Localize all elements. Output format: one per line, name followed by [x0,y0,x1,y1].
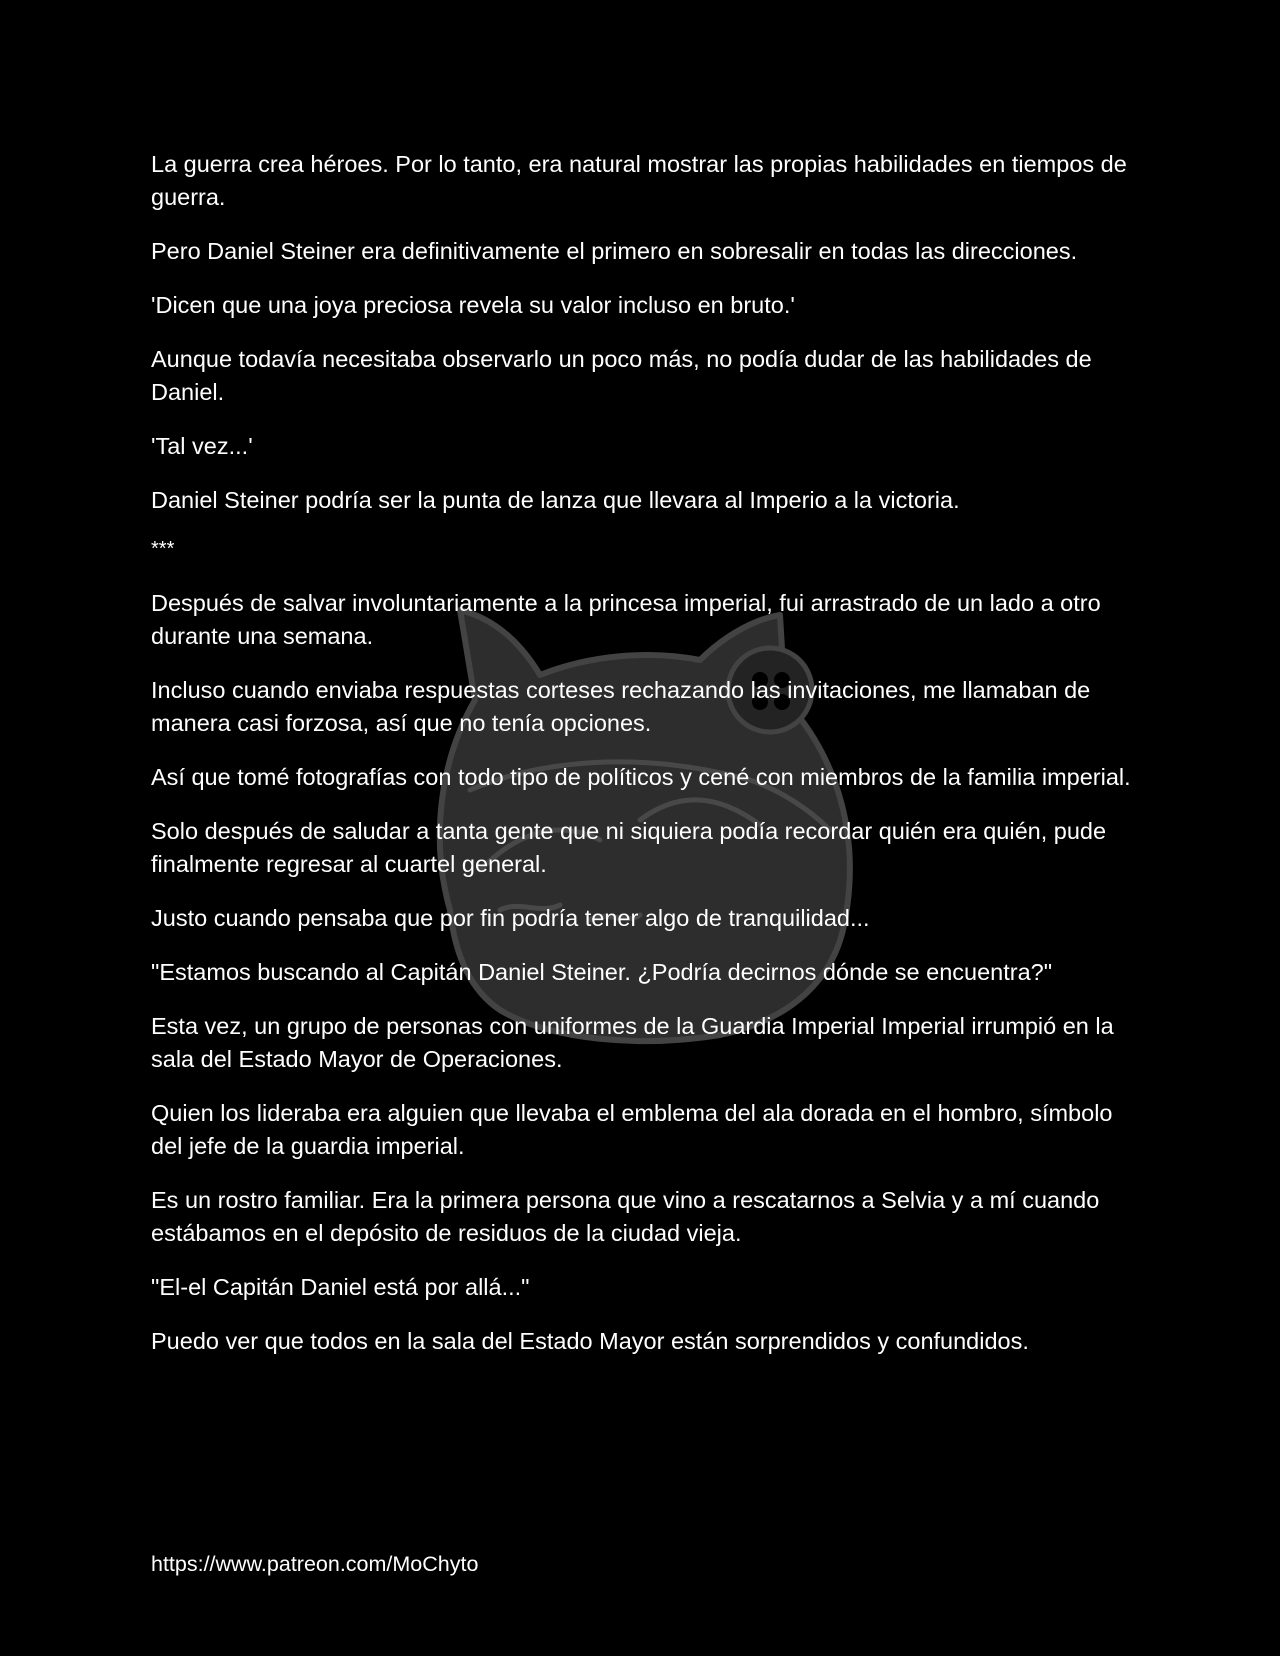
paragraph: Esta vez, un grupo de personas con uniformes de la Guardia Imperial Imperial irrumpió en la sala del Estado Mayor de Operaciones. [151,1013,1114,1072]
document-body [151,148,1136,1379]
paragraph: Pero Daniel Steiner era definitivamente el primero en sobresalir en todas las direcciones. [151,238,1078,264]
paragraph: 'Dicen que una joya preciosa revela su valor incluso en bruto.' [151,292,795,318]
patreon-link[interactable]: https://www.patreon.com/MoChyto [151,1552,479,1576]
paragraph: Así que tomé fotografías con todo tipo de políticos y cené con miembros de la familia imperial. [151,764,1131,790]
section-separator: *** [151,538,175,560]
paragraph: Puedo ver que todos en la sala del Estado Mayor están sorprendidos y confundidos. [151,1328,1029,1354]
paragraph: Es un rostro familiar. Era la primera persona que vino a rescatarnos a Selvia y a mí cuando estábamos en el depósito de residuos de la ciudad vieja. [151,1187,1100,1246]
paragraph: "El-el Capitán Daniel está por allá..." [151,1274,530,1300]
paragraph: Aunque todavía necesitaba observarlo un poco más, no podía dudar de las habilidades de Daniel. [151,346,1092,405]
paragraph: Incluso cuando enviaba respuestas corteses rechazando las invitaciones, me llamaban de manera casi forzosa, así que no tenía opciones. [151,677,1091,736]
paragraph: "Estamos buscando al Capitán Daniel Steiner. ¿Podría decirnos dónde se encuentra?" [151,959,1053,985]
paragraph: Después de salvar involuntariamente a la princesa imperial, fui arrastrado de un lado a otro durante una semana. [151,590,1101,649]
paragraph: Justo cuando pensaba que por fin podría tener algo de tranquilidad... [151,905,870,931]
paragraph: Solo después de saludar a tanta gente que ni siquiera podía recordar quién era quién, pude finalmente regresar al cuartel general. [151,818,1107,877]
paragraph: 'Tal vez...' [151,433,253,459]
paragraph: Daniel Steiner podría ser la punta de lanza que llevara al Imperio a la victoria. [151,487,960,513]
paragraph: Quien los lideraba era alguien que llevaba el emblema del ala dorada en el hombro, símbolo del jefe de la guardia imperial. [151,1100,1113,1159]
paragraph: La guerra crea héroes. Por lo tanto, era natural mostrar las propias habilidades en tiempos de guerra. [151,151,1127,210]
